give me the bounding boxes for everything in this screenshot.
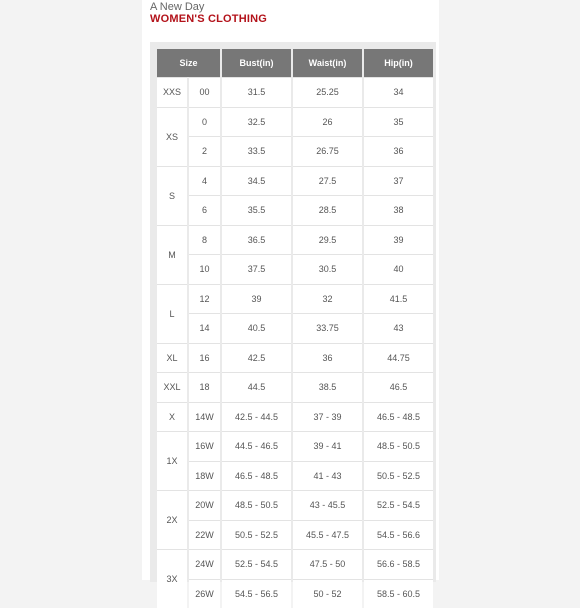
size-chart-table bbox=[155, 49, 435, 608]
table-row bbox=[157, 77, 433, 107]
hip-value: 41.5 bbox=[364, 284, 433, 314]
table-row bbox=[157, 284, 433, 314]
hip-value: 38 bbox=[364, 195, 433, 225]
table-row bbox=[157, 254, 433, 284]
waist-value: 27.5 bbox=[293, 166, 362, 196]
numeric-size: 0 bbox=[189, 107, 220, 137]
numeric-size: 4 bbox=[189, 166, 220, 196]
hip-value: 46.5 bbox=[364, 372, 433, 402]
waist-value: 36 bbox=[293, 343, 362, 373]
waist-value: 32 bbox=[293, 284, 362, 314]
table-row bbox=[157, 372, 433, 402]
waist-value: 39 - 41 bbox=[293, 431, 362, 461]
bust-value: 40.5 bbox=[222, 313, 291, 343]
table-row bbox=[157, 195, 433, 225]
table-row bbox=[157, 313, 433, 343]
hip-value: 52.5 - 54.5 bbox=[364, 490, 433, 520]
hip-value: 39 bbox=[364, 225, 433, 255]
brand-name: A New Day bbox=[150, 1, 204, 13]
bust-value: 52.5 - 54.5 bbox=[222, 549, 291, 579]
numeric-size: 2 bbox=[189, 136, 220, 166]
table-row bbox=[157, 343, 433, 373]
bust-value: 46.5 - 48.5 bbox=[222, 461, 291, 491]
header-waist: Waist(in) bbox=[293, 49, 362, 77]
numeric-size: 10 bbox=[189, 254, 220, 284]
hip-value: 48.5 - 50.5 bbox=[364, 431, 433, 461]
numeric-size: 12 bbox=[189, 284, 220, 314]
bust-value: 34.5 bbox=[222, 166, 291, 196]
waist-value: 28.5 bbox=[293, 195, 362, 225]
waist-value: 38.5 bbox=[293, 372, 362, 402]
hip-value: 56.6 - 58.5 bbox=[364, 549, 433, 579]
numeric-size: 14W bbox=[189, 402, 220, 432]
size-label: 1X bbox=[157, 431, 187, 490]
bust-value: 31.5 bbox=[222, 77, 291, 107]
table-row bbox=[157, 107, 433, 137]
header-bust: Bust(in) bbox=[222, 49, 291, 77]
waist-value: 50 - 52 bbox=[293, 579, 362, 608]
waist-value: 37 - 39 bbox=[293, 402, 362, 432]
waist-value: 26 bbox=[293, 107, 362, 137]
bust-value: 42.5 bbox=[222, 343, 291, 373]
bust-value: 32.5 bbox=[222, 107, 291, 137]
size-label: 2X bbox=[157, 490, 187, 549]
table-header-row bbox=[157, 49, 433, 77]
hip-value: 37 bbox=[364, 166, 433, 196]
size-chart-container bbox=[150, 42, 436, 582]
bust-value: 44.5 - 46.5 bbox=[222, 431, 291, 461]
waist-value: 26.75 bbox=[293, 136, 362, 166]
hip-value: 35 bbox=[364, 107, 433, 137]
size-label: X bbox=[157, 402, 187, 432]
numeric-size: 22W bbox=[189, 520, 220, 550]
table-body bbox=[157, 77, 433, 608]
bust-value: 50.5 - 52.5 bbox=[222, 520, 291, 550]
page-title: WOMEN'S CLOTHING bbox=[150, 13, 267, 25]
hip-value: 58.5 - 60.5 bbox=[364, 579, 433, 608]
hip-value: 50.5 - 52.5 bbox=[364, 461, 433, 491]
waist-value: 47.5 - 50 bbox=[293, 549, 362, 579]
table-row bbox=[157, 549, 433, 579]
size-label: XXL bbox=[157, 372, 187, 402]
numeric-size: 6 bbox=[189, 195, 220, 225]
numeric-size: 00 bbox=[189, 77, 220, 107]
numeric-size: 8 bbox=[189, 225, 220, 255]
size-label: XL bbox=[157, 343, 187, 373]
waist-value: 30.5 bbox=[293, 254, 362, 284]
bust-value: 35.5 bbox=[222, 195, 291, 225]
table-row bbox=[157, 136, 433, 166]
size-label: L bbox=[157, 284, 187, 343]
waist-value: 43 - 45.5 bbox=[293, 490, 362, 520]
table-row bbox=[157, 579, 433, 608]
table-row bbox=[157, 166, 433, 196]
hip-value: 43 bbox=[364, 313, 433, 343]
bust-value: 48.5 - 50.5 bbox=[222, 490, 291, 520]
bust-value: 36.5 bbox=[222, 225, 291, 255]
size-label: XXS bbox=[157, 77, 187, 107]
table-row bbox=[157, 490, 433, 520]
size-label: 3X bbox=[157, 549, 187, 608]
waist-value: 29.5 bbox=[293, 225, 362, 255]
numeric-size: 18W bbox=[189, 461, 220, 491]
waist-value: 25.25 bbox=[293, 77, 362, 107]
waist-value: 33.75 bbox=[293, 313, 362, 343]
bust-value: 37.5 bbox=[222, 254, 291, 284]
numeric-size: 18 bbox=[189, 372, 220, 402]
table-row bbox=[157, 402, 433, 432]
header-hip: Hip(in) bbox=[364, 49, 433, 77]
bust-value: 39 bbox=[222, 284, 291, 314]
hip-value: 46.5 - 48.5 bbox=[364, 402, 433, 432]
table-row bbox=[157, 461, 433, 491]
numeric-size: 26W bbox=[189, 579, 220, 608]
table-row bbox=[157, 520, 433, 550]
hip-value: 44.75 bbox=[364, 343, 433, 373]
bust-value: 33.5 bbox=[222, 136, 291, 166]
table-row bbox=[157, 431, 433, 461]
table-row bbox=[157, 225, 433, 255]
hip-value: 36 bbox=[364, 136, 433, 166]
numeric-size: 14 bbox=[189, 313, 220, 343]
size-label: S bbox=[157, 166, 187, 225]
bust-value: 54.5 - 56.5 bbox=[222, 579, 291, 608]
size-label: M bbox=[157, 225, 187, 284]
numeric-size: 16 bbox=[189, 343, 220, 373]
waist-value: 41 - 43 bbox=[293, 461, 362, 491]
numeric-size: 16W bbox=[189, 431, 220, 461]
hip-value: 40 bbox=[364, 254, 433, 284]
numeric-size: 20W bbox=[189, 490, 220, 520]
bust-value: 42.5 - 44.5 bbox=[222, 402, 291, 432]
hip-value: 54.5 - 56.6 bbox=[364, 520, 433, 550]
bust-value: 44.5 bbox=[222, 372, 291, 402]
header-size: Size bbox=[157, 49, 220, 77]
numeric-size: 24W bbox=[189, 549, 220, 579]
waist-value: 45.5 - 47.5 bbox=[293, 520, 362, 550]
size-label: XS bbox=[157, 107, 187, 166]
hip-value: 34 bbox=[364, 77, 433, 107]
